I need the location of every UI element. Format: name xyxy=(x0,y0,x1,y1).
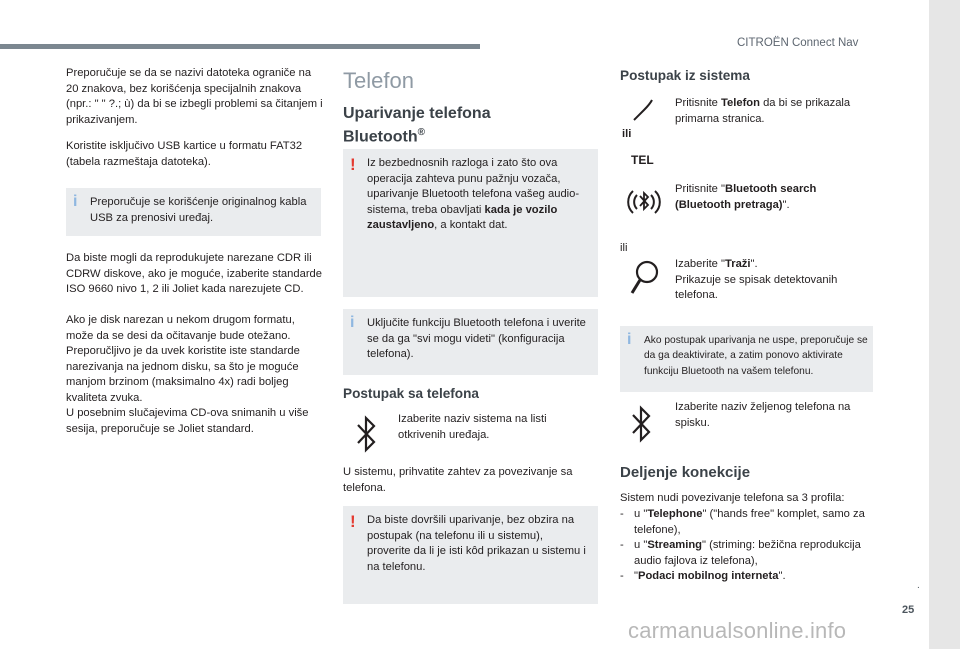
touch-press-icon xyxy=(630,98,656,124)
phone-step-accept-text: U sistemu, prihvatite zahtev za povezivanje sa telefona. xyxy=(343,466,573,494)
bluetooth-visible-text: Uključite funkciju Bluetooth telefona i uverite se da ga "svi mogu videti" (konfiguracija telefona). xyxy=(367,317,586,361)
list-item: - "Podaci mobilnog interneta". xyxy=(620,570,786,583)
usb-format-paragraph: Koristite isključivo USB kartice u formatu FAT32 (tabela razmeštaja datoteka). xyxy=(66,140,303,168)
bluetooth-visible-note xyxy=(343,309,598,375)
warning-icon: ! xyxy=(350,512,356,531)
pairing-title-line2: Bluetooth xyxy=(343,128,418,146)
cd-standard-paragraph: Da biste mogli da reprodukujete narezane CDR ili CDRW diskove, ako je moguće, izaberite standarde ISO 9660 nivo 1, 2 ili Joliet kada narezujete CD. xyxy=(66,252,322,296)
section-title: Telefon xyxy=(343,68,414,93)
step-phone-button-text: Pritisnite Telefon da bi se prikazala primarna stranica. xyxy=(675,97,851,125)
or-label-plain: ili xyxy=(620,242,628,254)
pairing-code-warning xyxy=(343,506,598,604)
profiles-intro-text: Sistem nudi povezivanje telefona sa 3 profila: xyxy=(620,492,845,504)
cd-format-paragraph: Ako je disk narezan u nekom drugom formatu, može da se desi da očitavanje bude otežano. xyxy=(66,314,295,342)
running-header: CITROËN Connect Nav xyxy=(737,37,859,49)
pairing-failed-text: Ako postupak uparivanja ne uspe, preporučuje se da ga deaktivirate, a zatim ponovo aktivirate funkciju Bluetooth na vašem telefonu. xyxy=(644,335,868,377)
usb-cable-note xyxy=(66,188,321,236)
phone-procedure-title: Postupak sa telefona xyxy=(343,386,479,401)
system-procedure-title: Postupak iz sistema xyxy=(620,68,750,83)
tel-button-label: TEL xyxy=(631,153,654,167)
bluetooth-icon xyxy=(355,414,379,454)
registered-mark: ® xyxy=(417,127,426,138)
list-item: - u "Streaming" (striming: bežična reprodukcija audio fajlova iz telefona), xyxy=(620,539,861,567)
pairing-failed-note xyxy=(620,326,873,392)
usb-filename-paragraph: Preporučuje se da se nazivi datoteka ograniče na 20 znakova, bez korišćenja specijalnih znakova (npr.: " " ?.; ù) da bi se izbegli problemi sa čitanjem i prikazivanjem. xyxy=(66,67,323,126)
step-bluetooth-search-text: Pritisnite "Bluetooth search (Bluetooth pretraga)". xyxy=(675,183,817,211)
search-icon xyxy=(628,257,662,301)
step-select-phone-text: Izaberite naziv željenog telefona na spisku. xyxy=(675,401,851,429)
watermark: carmanualsonline.info xyxy=(628,618,847,643)
pairing-title xyxy=(343,104,593,146)
pairing-title-line1: Uparivanje telefona xyxy=(343,105,491,122)
list-item: - u "Telephone" ("hands free" komplet, samo za telefone), xyxy=(620,508,865,536)
safety-warning-note xyxy=(343,149,598,297)
bluetooth-search-icon xyxy=(624,182,664,222)
side-margin-bar xyxy=(929,0,960,649)
step-search-text: Izaberite "Traži". Prikazuje se spisak detektovanih telefona. xyxy=(675,258,838,302)
connection-sharing-title: Deljenje konekcije xyxy=(620,464,751,481)
info-icon: i xyxy=(73,193,78,210)
cd-multisession-paragraph: U posebnim slučajevima CD-ova snimanih u više sesija, preporučuje se Joliet standard. xyxy=(66,407,309,435)
phone-step-select-text: Izaberite naziv sistema na listi otkrivenih uređaja. xyxy=(398,413,547,441)
profiles-list xyxy=(620,507,875,585)
safety-warning-text: Iz bezbednosnih razloga i zato što ova operacija zahteva punu pažnju vozača, uparivanje Bluetooth telefona vašeg audio-sistema, treba obavljati kada je vozilo zaustavljeno, a kontakt dat. xyxy=(367,157,580,232)
info-icon: i xyxy=(627,331,632,348)
bluetooth-icon xyxy=(630,404,654,444)
continue-mark: . xyxy=(917,580,920,591)
or-label: ili xyxy=(622,128,632,140)
header-rule xyxy=(0,44,480,49)
usb-cable-note-text: Preporučuje se korišćenje originalnog kabla USB za prenosivi uređaj. xyxy=(90,196,307,224)
cd-burn-paragraph: Preporučljivo je da uvek koristite iste standarde narezivanja na jednom disku, sa što je moguće manjom brzinom (maksimalno 4x) radi boljeg kvaliteta zvuka. xyxy=(66,345,300,404)
pairing-code-warning-text: Da biste dovršili uparivanje, bez obzira na postupak (na telefonu ili u sistemu), proverite da li je isti kôd prikazan u sistemu i na telefonu. xyxy=(367,514,586,573)
info-icon: i xyxy=(350,314,355,331)
page-number: 25 xyxy=(902,604,915,616)
warning-icon: ! xyxy=(350,155,356,174)
